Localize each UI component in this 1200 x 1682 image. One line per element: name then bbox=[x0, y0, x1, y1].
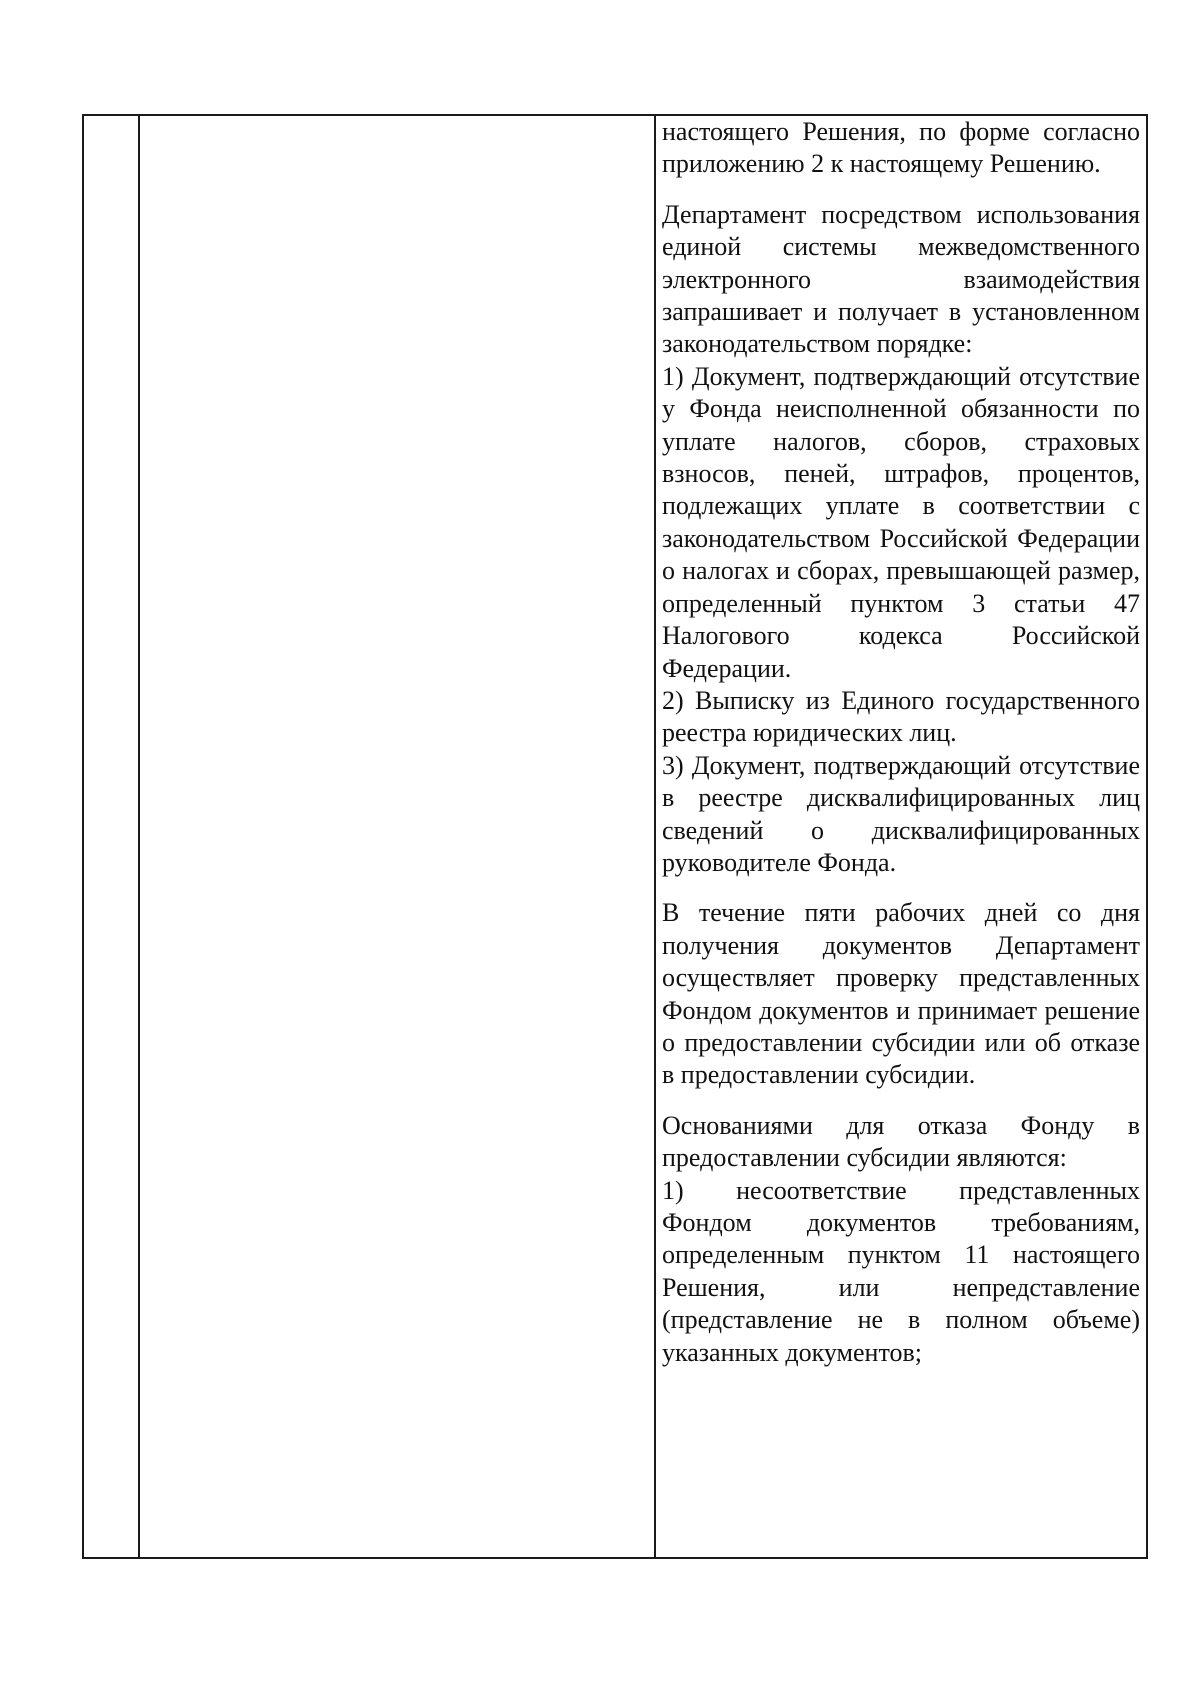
paragraph: В течение пяти рабочих дней со дня получения документов Департамент осуществляет проверку представленных Фондом документов и принимает решение о предоставлении субсидии или об отказе в предоставлении субсидии. bbox=[662, 898, 1140, 1090]
list-item-3: 3) Документ, подтверждающий отсутствие в реестре дисквалифицированных лиц сведений о дисквалифицированных руководителе Фонда. bbox=[662, 750, 1140, 877]
paragraph: Основаниями для отказа Фонду в предоставлении субсидии являются: bbox=[662, 1110, 1140, 1173]
paragraph: Департамент посредством использования единой системы межведомственного электронного взаимодействия запрашивает и получает в установленном законодательством порядке: bbox=[662, 199, 1140, 359]
text-cell bbox=[662, 116, 1140, 1369]
list-item-2: 2) Выписку из Единого государственного реестра юридических лиц. bbox=[662, 685, 1140, 748]
list-item-1: 1) несоответствие представленных Фондом документов требованиям, определенным пунктом 11 настоящего Решения, или непредставление (представление не в полном объеме) указанных документов; bbox=[662, 1175, 1140, 1367]
text-block-4 bbox=[662, 1110, 1140, 1369]
column-divider-1 bbox=[138, 116, 140, 1557]
document-table bbox=[82, 114, 1148, 1559]
paragraph: настоящего Решения, по форме согласно приложению 2 к настоящему Решению. bbox=[662, 117, 1140, 179]
text-block-1 bbox=[662, 116, 1140, 181]
list-item-1: 1) Документ, подтверждающий отсутствие у Фонда неисполненной обязанности по уплате налогов, сборов, страховых взносов, пеней, штрафов, процентов, подлежащих уплате в соответствии с законодательством Российской Федерации о налогах и сборах, превышающей размер, определенный пунктом 3 статьи 47 Налогового кодекса Российской Федерации. bbox=[662, 361, 1140, 683]
text-block-2 bbox=[662, 199, 1140, 880]
text-block-3 bbox=[662, 897, 1140, 1091]
column-divider-2 bbox=[654, 116, 656, 1557]
